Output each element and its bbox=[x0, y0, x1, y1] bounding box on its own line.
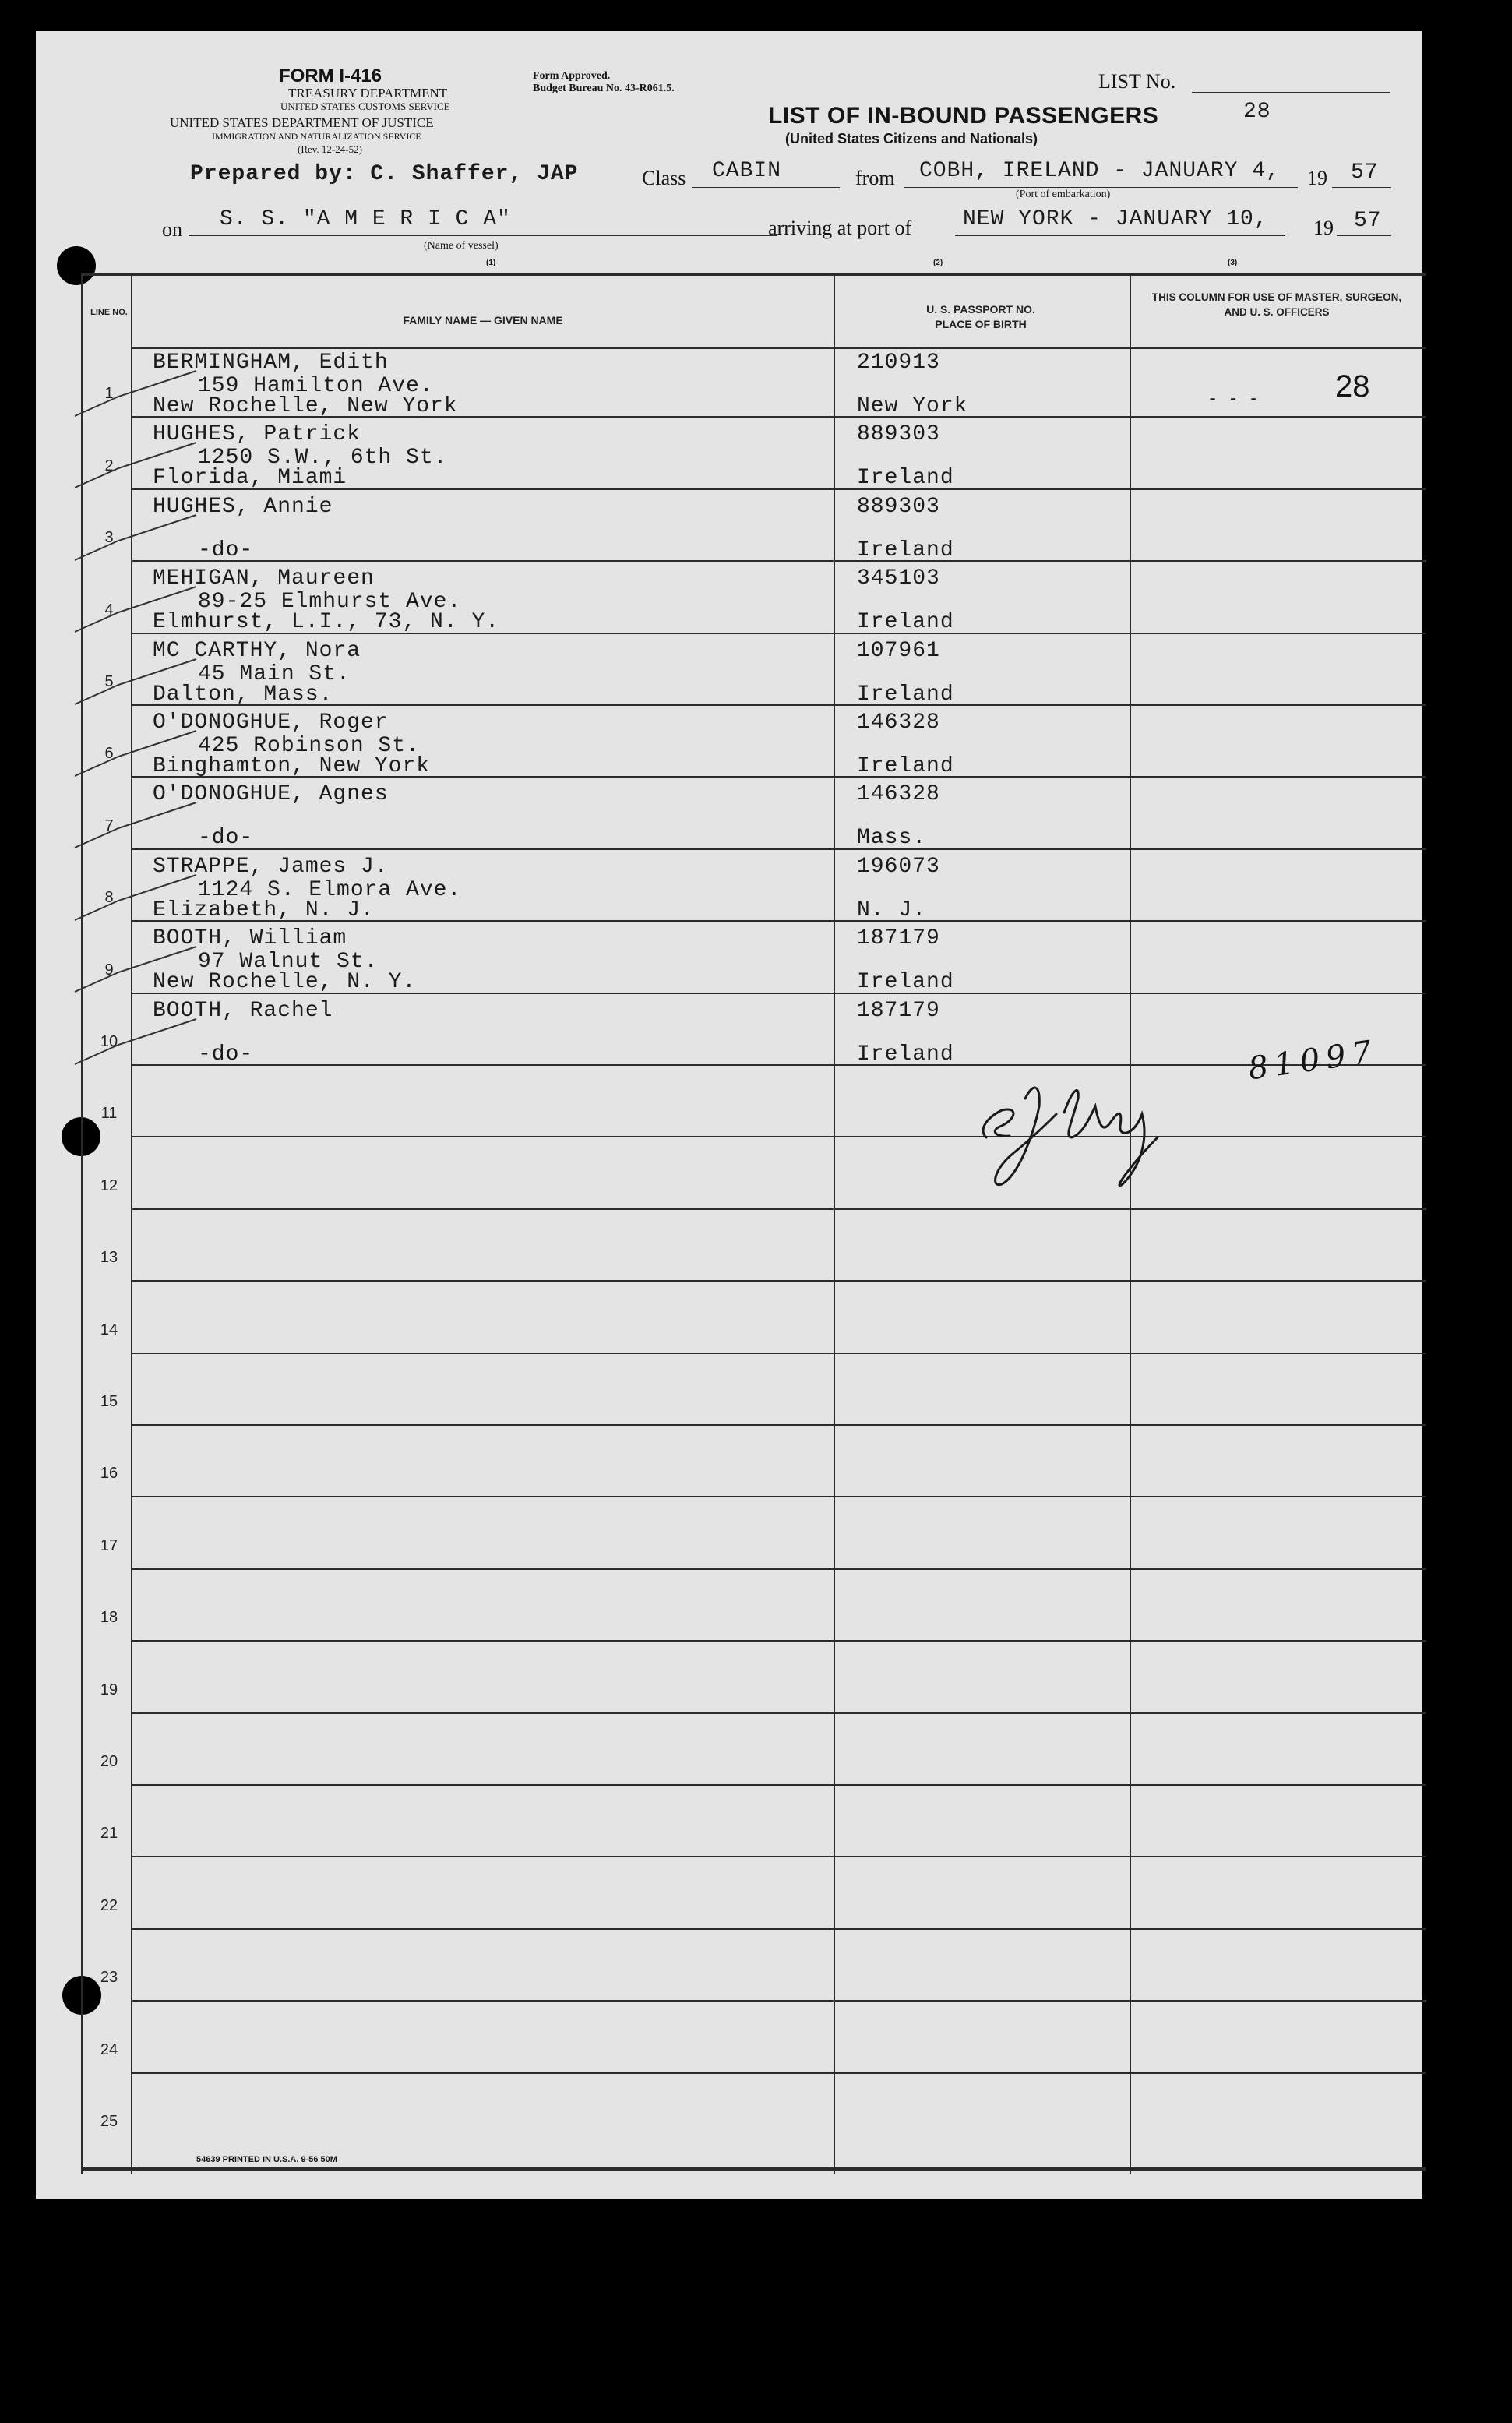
passport-number: 210913 bbox=[857, 351, 940, 375]
class-value: CABIN bbox=[712, 159, 782, 183]
passenger-address-line2: New Rochelle, New York bbox=[153, 394, 458, 418]
line-number: 14 bbox=[100, 1321, 118, 1338]
col3-number: (3) bbox=[1228, 259, 1238, 267]
line-number: 4 bbox=[104, 601, 114, 619]
passenger-name: BOOTH, William bbox=[153, 926, 347, 951]
line-number: 23 bbox=[100, 1969, 118, 1987]
passport-number: 889303 bbox=[857, 422, 940, 447]
place-of-birth: Ireland bbox=[857, 466, 954, 491]
check-mark bbox=[72, 658, 204, 712]
place-of-birth: Ireland bbox=[857, 538, 954, 563]
line-number: 8 bbox=[104, 889, 114, 907]
row-rule bbox=[131, 2072, 1426, 2074]
line-number: 18 bbox=[100, 1609, 118, 1627]
place-of-birth: Ireland bbox=[857, 682, 954, 707]
row-rule bbox=[131, 1568, 1426, 1570]
passenger-address-line1: 45 Main St. bbox=[198, 661, 351, 686]
official-signature bbox=[955, 1021, 1282, 1192]
passenger-name: HUGHES, Patrick bbox=[153, 422, 361, 447]
passport-number: 345103 bbox=[857, 566, 940, 591]
row-rule bbox=[131, 848, 1426, 850]
passport-number: 187179 bbox=[857, 998, 940, 1023]
check-mark bbox=[72, 1018, 204, 1072]
passenger-name: BERMINGHAM, Edith bbox=[153, 351, 389, 375]
line-number: 5 bbox=[104, 673, 114, 690]
check-mark bbox=[72, 513, 204, 568]
check-mark bbox=[72, 729, 204, 784]
line-number: 7 bbox=[104, 816, 114, 834]
line-number: 3 bbox=[104, 529, 114, 547]
budget-bureau: Budget Bureau No. 43-R061.5. bbox=[533, 83, 675, 94]
port-embark-note: (Port of embarkation) bbox=[1016, 189, 1111, 200]
passenger-address-line2: -do- bbox=[198, 538, 254, 563]
line-number: 12 bbox=[100, 1176, 118, 1194]
place-of-birth: Mass. bbox=[857, 826, 927, 851]
passport-number: 146328 bbox=[857, 782, 940, 807]
row-rule bbox=[131, 1856, 1426, 1857]
place-of-birth: Ireland bbox=[857, 754, 954, 778]
ins-service: IMMIGRATION AND NATURALIZATION SERVICE bbox=[212, 131, 421, 142]
line-number: 17 bbox=[100, 1536, 118, 1554]
officer-mark-dash: - - - bbox=[1207, 390, 1260, 409]
col-header-passport: U. S. PASSPORT NO. PLACE OF BIRTH bbox=[926, 303, 1035, 330]
year-prefix: 19 bbox=[1307, 167, 1327, 189]
passenger-address-line1: 1250 S.W., 6th St. bbox=[198, 446, 448, 471]
passport-number: 107961 bbox=[857, 638, 940, 663]
on-label: on bbox=[162, 218, 182, 241]
check-mark bbox=[72, 585, 204, 640]
row-rule bbox=[131, 1496, 1426, 1497]
line-number: 21 bbox=[100, 1825, 118, 1843]
place-of-birth: Ireland bbox=[857, 1042, 954, 1067]
row-rule bbox=[131, 2000, 1426, 2002]
check-mark bbox=[72, 441, 204, 496]
passenger-address-line2: Elizabeth, N. J. bbox=[153, 898, 375, 922]
line-number: 13 bbox=[100, 1249, 118, 1267]
passenger-address-line2: Florida, Miami bbox=[153, 466, 347, 491]
line-number: 24 bbox=[100, 2040, 118, 2058]
passenger-name: MC CARTHY, Nora bbox=[153, 638, 361, 663]
line-number: 15 bbox=[100, 1393, 118, 1410]
from-label: from bbox=[855, 167, 895, 189]
check-mark bbox=[72, 945, 204, 1000]
line-number: 19 bbox=[100, 1681, 118, 1698]
form-sheet bbox=[36, 31, 1422, 2199]
col-header-officers: THIS COLUMN FOR USE OF MASTER, SURGEON, AND U. S. OFFICERS bbox=[1151, 291, 1402, 318]
passenger-name: STRAPPE, James J. bbox=[153, 854, 389, 879]
arriving-value: NEW YORK - JANUARY 10, bbox=[963, 207, 1268, 231]
line-number: 22 bbox=[100, 1896, 118, 1914]
line-number: 20 bbox=[100, 1753, 118, 1770]
passenger-address-line1: 89-25 Elmhurst Ave. bbox=[198, 590, 462, 615]
form-number: FORM I-416 bbox=[279, 65, 382, 86]
handwritten-number: 81097 bbox=[1246, 1033, 1380, 1088]
row-rule bbox=[131, 1640, 1426, 1642]
passenger-address-line2: Dalton, Mass. bbox=[153, 682, 333, 707]
passenger-address-line2: Binghamton, New York bbox=[153, 754, 431, 778]
customs-service: UNITED STATES CUSTOMS SERVICE bbox=[280, 101, 450, 112]
passenger-address-line2: -do- bbox=[198, 826, 254, 851]
arrive-year-prefix: 19 bbox=[1313, 217, 1334, 239]
passport-number: 146328 bbox=[857, 711, 940, 735]
form-approved: Form Approved. bbox=[533, 70, 611, 82]
officer-mark-number: 28 bbox=[1335, 369, 1370, 404]
vessel-note: (Name of vessel) bbox=[424, 240, 499, 252]
place-of-birth: Ireland bbox=[857, 970, 954, 995]
col2-number: (2) bbox=[933, 259, 943, 267]
passenger-name: MEHIGAN, Maureen bbox=[153, 566, 375, 591]
arriving-label: arriving at port of bbox=[768, 217, 912, 239]
class-label: Class bbox=[642, 167, 686, 189]
line-number: 10 bbox=[100, 1033, 118, 1050]
prepared-by: Prepared by: C. Shaffer, JAP bbox=[190, 162, 579, 186]
passenger-address-line2: -do- bbox=[198, 1042, 254, 1067]
passport-number: 196073 bbox=[857, 854, 940, 879]
passenger-table bbox=[81, 273, 1426, 2174]
line-number: 6 bbox=[104, 745, 114, 763]
footer-printed: 54639 PRINTED IN U.S.A. 9-56 50M bbox=[196, 2155, 337, 2164]
row-rule bbox=[131, 1353, 1426, 1354]
passenger-name: HUGHES, Annie bbox=[153, 494, 333, 519]
row-rule bbox=[131, 560, 1426, 562]
page-subtitle: (United States Citizens and Nationals) bbox=[785, 131, 1038, 146]
arrive-year-value: 57 bbox=[1354, 209, 1382, 233]
revision: (Rev. 12-24-52) bbox=[298, 143, 362, 155]
col1-number: (1) bbox=[486, 259, 496, 267]
treasury-department: TREASURY DEPARTMENT bbox=[288, 86, 448, 101]
row-rule bbox=[131, 1712, 1426, 1714]
line-number: 1 bbox=[104, 385, 114, 403]
list-no-value: 28 bbox=[1243, 100, 1271, 124]
col-header-line-no: LINE NO. bbox=[90, 308, 128, 317]
col-header-name: FAMILY NAME — GIVEN NAME bbox=[403, 314, 563, 326]
row-rule bbox=[131, 1208, 1426, 1210]
check-mark bbox=[72, 369, 204, 424]
place-of-birth: N. J. bbox=[857, 898, 927, 922]
passenger-address-line2: Elmhurst, L.I., 73, N. Y. bbox=[153, 610, 500, 635]
row-rule bbox=[131, 1784, 1426, 1786]
vessel-name: S. S. "A M E R I C A" bbox=[220, 207, 511, 231]
row-rule bbox=[131, 1928, 1426, 1930]
passenger-address-line2: New Rochelle, N. Y. bbox=[153, 970, 417, 995]
line-number: 2 bbox=[104, 457, 114, 474]
check-mark bbox=[72, 801, 204, 855]
passenger-name: O'DONOGHUE, Agnes bbox=[153, 782, 389, 807]
line-number: 11 bbox=[100, 1105, 118, 1123]
line-number: 9 bbox=[104, 961, 114, 979]
passenger-name: BOOTH, Rachel bbox=[153, 998, 333, 1023]
passenger-name: O'DONOGHUE, Roger bbox=[153, 711, 389, 735]
passport-number: 889303 bbox=[857, 494, 940, 519]
passenger-address-line1: 1124 S. Elmora Ave. bbox=[198, 877, 462, 902]
place-of-birth: Ireland bbox=[857, 610, 954, 635]
page-title: LIST OF IN-BOUND PASSENGERS bbox=[768, 103, 1159, 129]
passenger-address-line1: 159 Hamilton Ave. bbox=[198, 374, 434, 398]
year-value: 57 bbox=[1351, 160, 1379, 185]
passenger-address-line1: 97 Walnut St. bbox=[198, 950, 379, 975]
check-mark bbox=[72, 873, 204, 928]
line-number: 25 bbox=[100, 2113, 118, 2130]
list-no-label: LIST No. bbox=[1098, 70, 1176, 93]
place-of-birth: New York bbox=[857, 394, 968, 418]
row-rule bbox=[131, 1424, 1426, 1426]
from-value: COBH, IRELAND - JANUARY 4, bbox=[919, 159, 1280, 183]
row-rule bbox=[131, 1280, 1426, 1282]
department-of-justice: UNITED STATES DEPARTMENT OF JUSTICE bbox=[170, 115, 434, 130]
passenger-address-line1: 425 Robinson St. bbox=[198, 734, 420, 758]
line-number: 16 bbox=[100, 1465, 118, 1483]
passport-number: 187179 bbox=[857, 926, 940, 951]
